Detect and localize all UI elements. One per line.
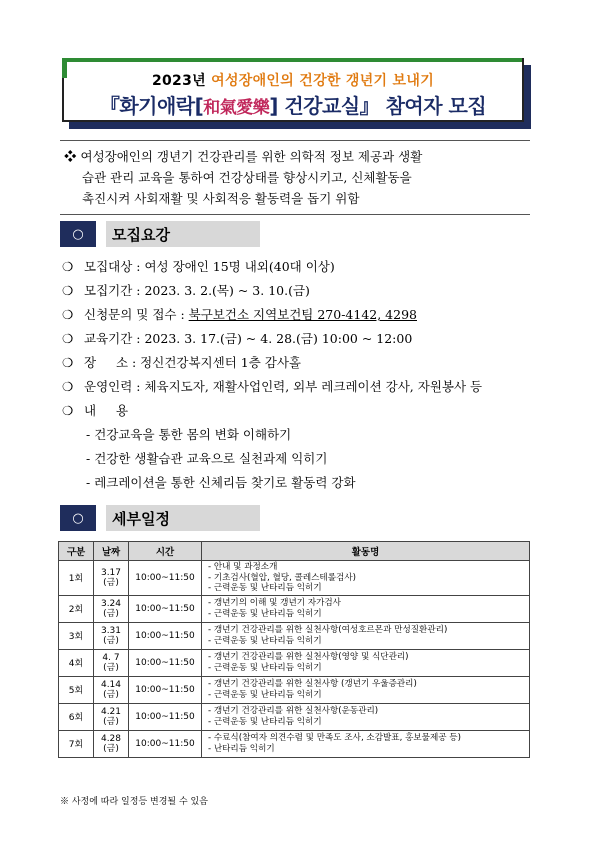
cell-session: 4회 (59, 649, 94, 676)
item-text: 내 용 (84, 403, 129, 418)
cell-date (94, 649, 129, 676)
diamond-bullet-icon: ❖ (64, 149, 77, 164)
list-item (62, 401, 128, 419)
cell-activity (202, 595, 530, 622)
footnote: ※ 사정에 따라 일정등 변경될 수 있음 (60, 797, 208, 807)
cell-date (94, 703, 129, 730)
table-row (59, 595, 530, 622)
activity-line: - 근력운동 및 난타리듬 익히기 (208, 583, 322, 593)
circle-bullet-icon: ❍ (62, 403, 74, 418)
section-header-recruitment (60, 221, 260, 247)
activity-line: - 갱년기의 이해 및 갱년기 자가검사 (208, 598, 341, 608)
item-text: 운영인력 : 체육지도자, 재활사업인력, 외부 레크레이션 강사, 자원봉사 등 (84, 379, 483, 394)
subtitle (64, 70, 522, 90)
activity-line: - 근력운동 및 난타리듬 익히기 (208, 635, 322, 646)
date-value: 4.21 (100, 706, 122, 717)
day-value: (금) (103, 608, 119, 619)
cell-activity (202, 730, 530, 757)
content-sub-item: - 건강교육을 통한 몸의 변화 이해하기 (86, 427, 292, 442)
activity-line: - 기초검사(혈압, 혈당, 콜레스테롤검사) (208, 572, 356, 583)
cell-time: 10:00~11:50 (129, 676, 202, 703)
cell-time: 10:00~11:50 (129, 622, 202, 649)
item-text: 장 소 : 정신건강복지센터 1층 감사홀 (84, 355, 301, 370)
activity-line: - 근력운동 및 난타리듬 익히기 (208, 716, 322, 727)
col-header-no: 구분 (59, 542, 94, 561)
activity-line: - 근력운동 및 난타리듬 익히기 (208, 689, 322, 700)
item-text: 신청문의 및 접수 : (84, 307, 189, 322)
table-row (59, 676, 530, 703)
table-header-row (59, 542, 530, 561)
circle-bullet-icon: ❍ (62, 379, 74, 394)
list-item (62, 305, 417, 323)
section-header-schedule (60, 505, 260, 531)
col-header-time: 시간 (129, 542, 202, 561)
title-hanja: 和氣愛樂 (203, 98, 270, 118)
list-item (62, 257, 335, 275)
activity-line: - 갱년기 건강관리를 위한 실천사항(운동관리) (208, 706, 379, 716)
cell-time: 10:00~11:50 (129, 703, 202, 730)
item-text: 교육기간 : 2023. 3. 17.(금) ~ 4. 28.(금) 10:00 ~ 12:00 (84, 331, 413, 346)
cell-session: 2회 (59, 595, 94, 622)
date-value: 4. 7 (102, 652, 120, 663)
content-sub-item: - 건강한 생활습관 교육으로 실천과제 익히기 (86, 451, 328, 466)
schedule-table (58, 541, 530, 758)
day-value: (금) (103, 716, 119, 727)
cell-date (94, 622, 129, 649)
intro-box (60, 140, 530, 215)
section-number-badge: ○ (60, 505, 96, 531)
list-item (62, 377, 482, 395)
cell-date (94, 676, 129, 703)
title-post: ] 건강교실』 참여자 모집 (269, 94, 487, 118)
list-item (62, 281, 310, 299)
intro-text-1: 여성장애인의 갱년기 건강관리를 위한 의학적 정보 제공과 생활 (80, 149, 423, 164)
cell-session: 5회 (59, 676, 94, 703)
col-header-date: 날짜 (94, 542, 129, 561)
day-value: (금) (103, 577, 119, 588)
activity-line: - 근력운동 및 난타리듬 익히기 (208, 608, 322, 619)
table-row (59, 730, 530, 757)
circle-bullet-icon: ❍ (62, 307, 74, 322)
day-value: (금) (103, 689, 119, 700)
activity-line: - 근력운동 및 난타리듬 익히기 (208, 662, 322, 673)
content-sub-item: - 레크레이션을 통한 신체리듬 찾기로 활동력 강화 (86, 475, 356, 490)
cell-time: 10:00~11:50 (129, 561, 202, 596)
table-row (59, 561, 530, 596)
table-row (59, 649, 530, 676)
activity-line: - 갱년기 건강관리를 위한 실천사항(여성호르몬과 만성질환관리) (208, 625, 448, 635)
circle-bullet-icon: ❍ (62, 283, 74, 298)
subtitle-highlight: 여성장애인의 건강한 갱년기 보내기 (211, 73, 435, 89)
cell-time: 10:00~11:50 (129, 730, 202, 757)
date-value: 4.28 (100, 733, 122, 744)
list-item (62, 329, 412, 347)
date-value: 3.17 (100, 567, 122, 578)
intro-line-3: 촉진시켜 사회재활 및 사회적응 활동력을 돕기 위함 (82, 191, 360, 206)
cell-date (94, 561, 129, 596)
intro-line-2: 습관 관리 교육을 통하여 건강상태를 향상시키고, 신체활동을 (82, 170, 412, 185)
day-value: (금) (103, 743, 119, 754)
cell-activity (202, 622, 530, 649)
item-text: 모집대상 : 여성 장애인 15명 내외(40대 이상) (84, 259, 335, 274)
item-text: 모집기간 : 2023. 3. 2.(목) ~ 3. 10.(금) (84, 283, 310, 298)
cell-session: 6회 (59, 703, 94, 730)
day-value: (금) (103, 635, 119, 646)
title-pre: 『화기애락[ (99, 94, 204, 118)
circle-bullet-icon: ❍ (62, 259, 74, 274)
cell-activity (202, 703, 530, 730)
cell-time: 10:00~11:50 (129, 595, 202, 622)
cell-date (94, 595, 129, 622)
cell-session: 3회 (59, 622, 94, 649)
date-value: 3.31 (100, 625, 122, 636)
date-value: 4.14 (100, 679, 122, 690)
table-row (59, 703, 530, 730)
section-number-badge: ○ (60, 221, 96, 247)
day-value: (금) (103, 662, 119, 673)
cell-activity (202, 649, 530, 676)
cell-session: 1회 (59, 561, 94, 596)
page-title (64, 90, 522, 119)
cell-activity (202, 561, 530, 596)
cell-date (94, 730, 129, 757)
activity-line: - 난타리듬 익히기 (208, 743, 275, 754)
circle-bullet-icon: ❍ (62, 355, 74, 370)
circle-bullet-icon: ❍ (62, 331, 74, 346)
intro-line-1 (60, 146, 530, 167)
section-label: 모집요강 (106, 221, 260, 247)
list-item (62, 353, 301, 371)
activity-line: - 안내 및 과정소개 (208, 562, 278, 572)
col-header-activity: 활동명 (202, 542, 530, 561)
cell-time: 10:00~11:50 (129, 649, 202, 676)
activity-line: - 갱년기 건강관리를 위한 실천사항(영양 및 식단관리) (208, 652, 409, 662)
title-accent-bar (62, 58, 522, 62)
cell-activity (202, 676, 530, 703)
table-row (59, 622, 530, 649)
date-value: 3.24 (100, 598, 122, 609)
section-label: 세부일정 (106, 505, 260, 531)
activity-line: - 갱년기 건강관리를 위한 실천사항 (갱년기 우울증관리) (208, 679, 417, 689)
activity-line: - 수료식(참여자 의견수렴 및 만족도 조사, 소감발표, 홍보물제공 등) (208, 733, 461, 743)
subtitle-year: 2023년 (151, 73, 206, 89)
contact-info: 북구보건소 지역보건팀 270-4142, 4298 (188, 307, 417, 322)
cell-session: 7회 (59, 730, 94, 757)
title-box (62, 58, 524, 122)
